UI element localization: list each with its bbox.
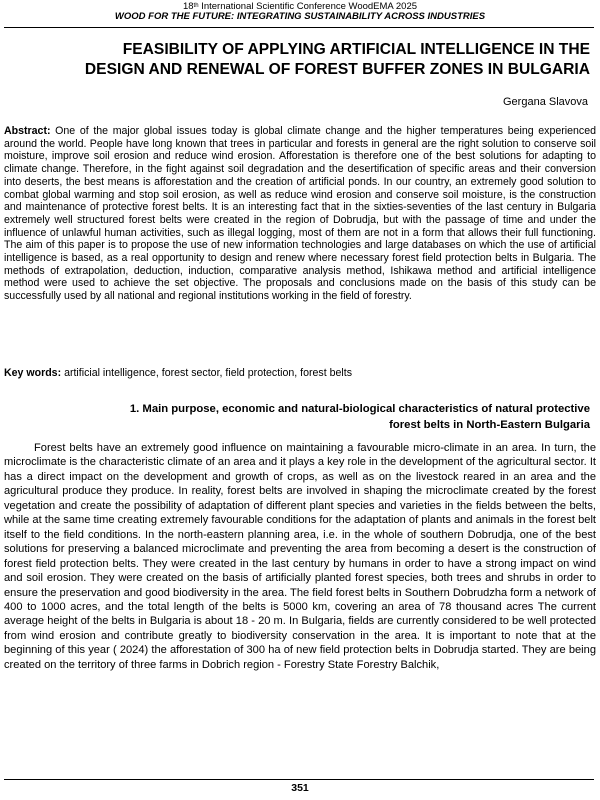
- section-heading-line-2: forest belts in North-Eastern Bulgaria: [389, 419, 590, 431]
- conference-name: 18th International Scientific Conference WoodEMA 2025: [182, 1, 418, 12]
- conference-header: [0, 2, 600, 22]
- body-paragraph: Forest belts have an extremely good influence on maintaining a favourable micro-climate in an area. In turn, the microclimate is the characteristic climate of an area and it plays a key role in the development of the agricultural sector. It has a direct impact on the development and growth of crops, as well as on the livestock reared in an area and the agricultural produce they produce. In reality, forest belts are involved in shaping the microclimate created by the forest vegetation and create the possibility of adaptation of different plant species and varieties in the fields between the belts, while at the same time creating extremely favourable conditions for the adaptation of plants and animals in the forest belt itself to the field conditions. In the north-eastern planning area, i.e. in the whole of southern Dobrudja, one of the best solutions for preserving a balanced microclimate and preventing the area from becoming a desert is the construction of forest field protection belts. They were created in the last century by humans in order to have a strong impact on wind and soil erosion. They were created on the basis of artificially planted forest species, both trees and shrubs in order to ensure the preservation and good biodiversity in the area. The field forest belts in Southern Dobrudzha form a network of 400 to 1000 acres, and the total length of the belts is 5000 km, covering an area of 78 thousand acres The current average height of the belts in Bulgaria is about 18 - 20 m. In Bulgaria, fields are currently considered to be well protected from wind erosion and contribute greatly to biodiversity conservation in the area. It is important to note that at the beginning of this year ( 2024) the afforestation of 300 ha of new field protection belts in Dobrudja started. They are being created on the territory of three farms in Dobrich region - Forestry State Forestry Balchik,: [4, 442, 596, 671]
- keywords: [4, 367, 596, 380]
- abstract-text: One of the major global issues today is global climate change and the higher temperatures being experienced around the world. People have long known that trees in particular and forests in general are the right solution to conserve soil moisture, improve soil erosion and reduce wind erosion. Afforestation is therefore one of the best solutions for adapting to climate change. Therefore, in the fight against soil degradation and the desertification of specific areas and their conversion into deserts, the best means is afforestation and the creation of artificial ponds. In our country, an extremely good solution to combat global warming and stop soil erosion, as well as reduce wind erosion and conserve soil moisture, is the construction and maintenance of protective forest belts. It is an interesting fact that in the sixties-seventies of the last century in Bulgaria extremely well structured forest belts were created in the region of Dobrudja, but with the passage of time and under the influence of unlawful human activities, such as illegal logging, most of them are not in a form that allows their full functioning. The aim of this paper is to propose the use of new information technologies and large databases on which the use of artificial intelligence is based, as a real opportunity to design and renew where necessary forest field protection belts in Bulgaria. The methods of extrapolation, deduction, induction, comparative analysis method, Ishikawa method and artificial intelligence method were used to achieve the set objective. The proposals and conclusions made on the basis of this study can be successfully used by all national and regional institutions working in the field of forestry.: [4, 125, 596, 303]
- section-heading-line-1: 1. Main purpose, economic and natural-biological characteristics of natural protective: [129, 403, 590, 415]
- keywords-text: artificial intelligence, forest sector, field protection, forest belts: [64, 367, 352, 379]
- abstract-label: Abstract:: [4, 125, 51, 137]
- footer-divider: [4, 779, 594, 780]
- title-line-1: FEASIBILITY OF APPLYING ARTIFICIAL INTELLIGENCE IN THE: [122, 41, 590, 58]
- paper-title: [0, 40, 600, 80]
- author-name: Gergana Slavova: [503, 96, 588, 108]
- section-heading: [20, 401, 590, 433]
- conference-theme: WOOD FOR THE FUTURE: INTEGRATING SUSTAINABILITY ACROSS INDUSTRIES: [114, 11, 486, 22]
- title-line-2: DESIGN AND RENEWAL OF FOREST BUFFER ZONES IN BULGARIA: [84, 61, 590, 78]
- header-divider: [4, 27, 594, 28]
- page-number: 351: [291, 782, 309, 794]
- keywords-label: Key words:: [4, 367, 62, 379]
- abstract: [4, 125, 596, 303]
